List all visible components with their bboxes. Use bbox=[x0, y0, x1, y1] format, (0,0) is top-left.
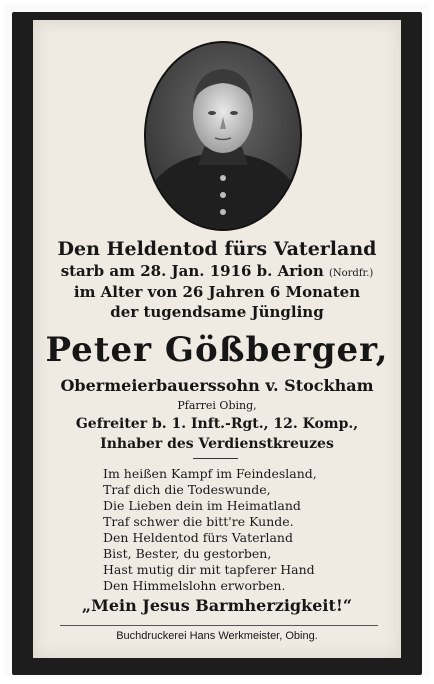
memorial-poem bbox=[103, 466, 343, 594]
death-place-note: (Nordfr.) bbox=[328, 268, 374, 279]
portrait-photo bbox=[144, 41, 302, 231]
poem-line: Hast mutig dir mit tapferer Hand bbox=[103, 562, 315, 577]
poem-line: Den Heldentod fürs Vaterland bbox=[103, 530, 293, 545]
death-date-text: starb am 28. Jan. 1916 b. Arion bbox=[60, 262, 329, 280]
poem-line: Den Himmelslohn erworben. bbox=[103, 578, 286, 593]
parish-line: Pfarrei Obing, bbox=[177, 399, 257, 412]
heading-heroic-death: Den Heldentod fürs Vaterland bbox=[57, 238, 377, 260]
poem-line: Im heißen Kampf im Feindesland, bbox=[103, 466, 317, 481]
poem-line: Bist, Bester, du gestorben, bbox=[103, 546, 272, 561]
poem-line: Die Lieben dein im Heimatland bbox=[103, 498, 301, 513]
soldier-portrait-image bbox=[146, 43, 300, 229]
youth-line: der tugendsame Jüngling bbox=[110, 303, 324, 321]
prayer-motto: „Mein Jesus Barmherzigkeit!“ bbox=[81, 596, 353, 615]
military-rank-line: Gefreiter b. 1. Inft.-Rgt., 12. Komp., bbox=[75, 416, 359, 432]
age-line: im Alter von 26 Jahren 6 Monaten bbox=[73, 283, 361, 301]
death-date-line bbox=[33, 262, 401, 280]
poem-line: Traf dich die Todeswunde, bbox=[103, 482, 271, 497]
deceased-name: Peter Gößberger, bbox=[45, 330, 389, 370]
printer-imprint: Buchdruckerei Hans Werkmeister, Obing. bbox=[116, 630, 318, 642]
section-divider bbox=[193, 458, 238, 459]
medal-line: Inhaber des Verdienstkreuzes bbox=[100, 436, 334, 452]
origin-line: Obermeierbauerssohn v. Stockham bbox=[60, 376, 374, 395]
poem-line: Traf schwer die bitt're Kunde. bbox=[103, 514, 294, 529]
footer-rule bbox=[60, 625, 378, 626]
